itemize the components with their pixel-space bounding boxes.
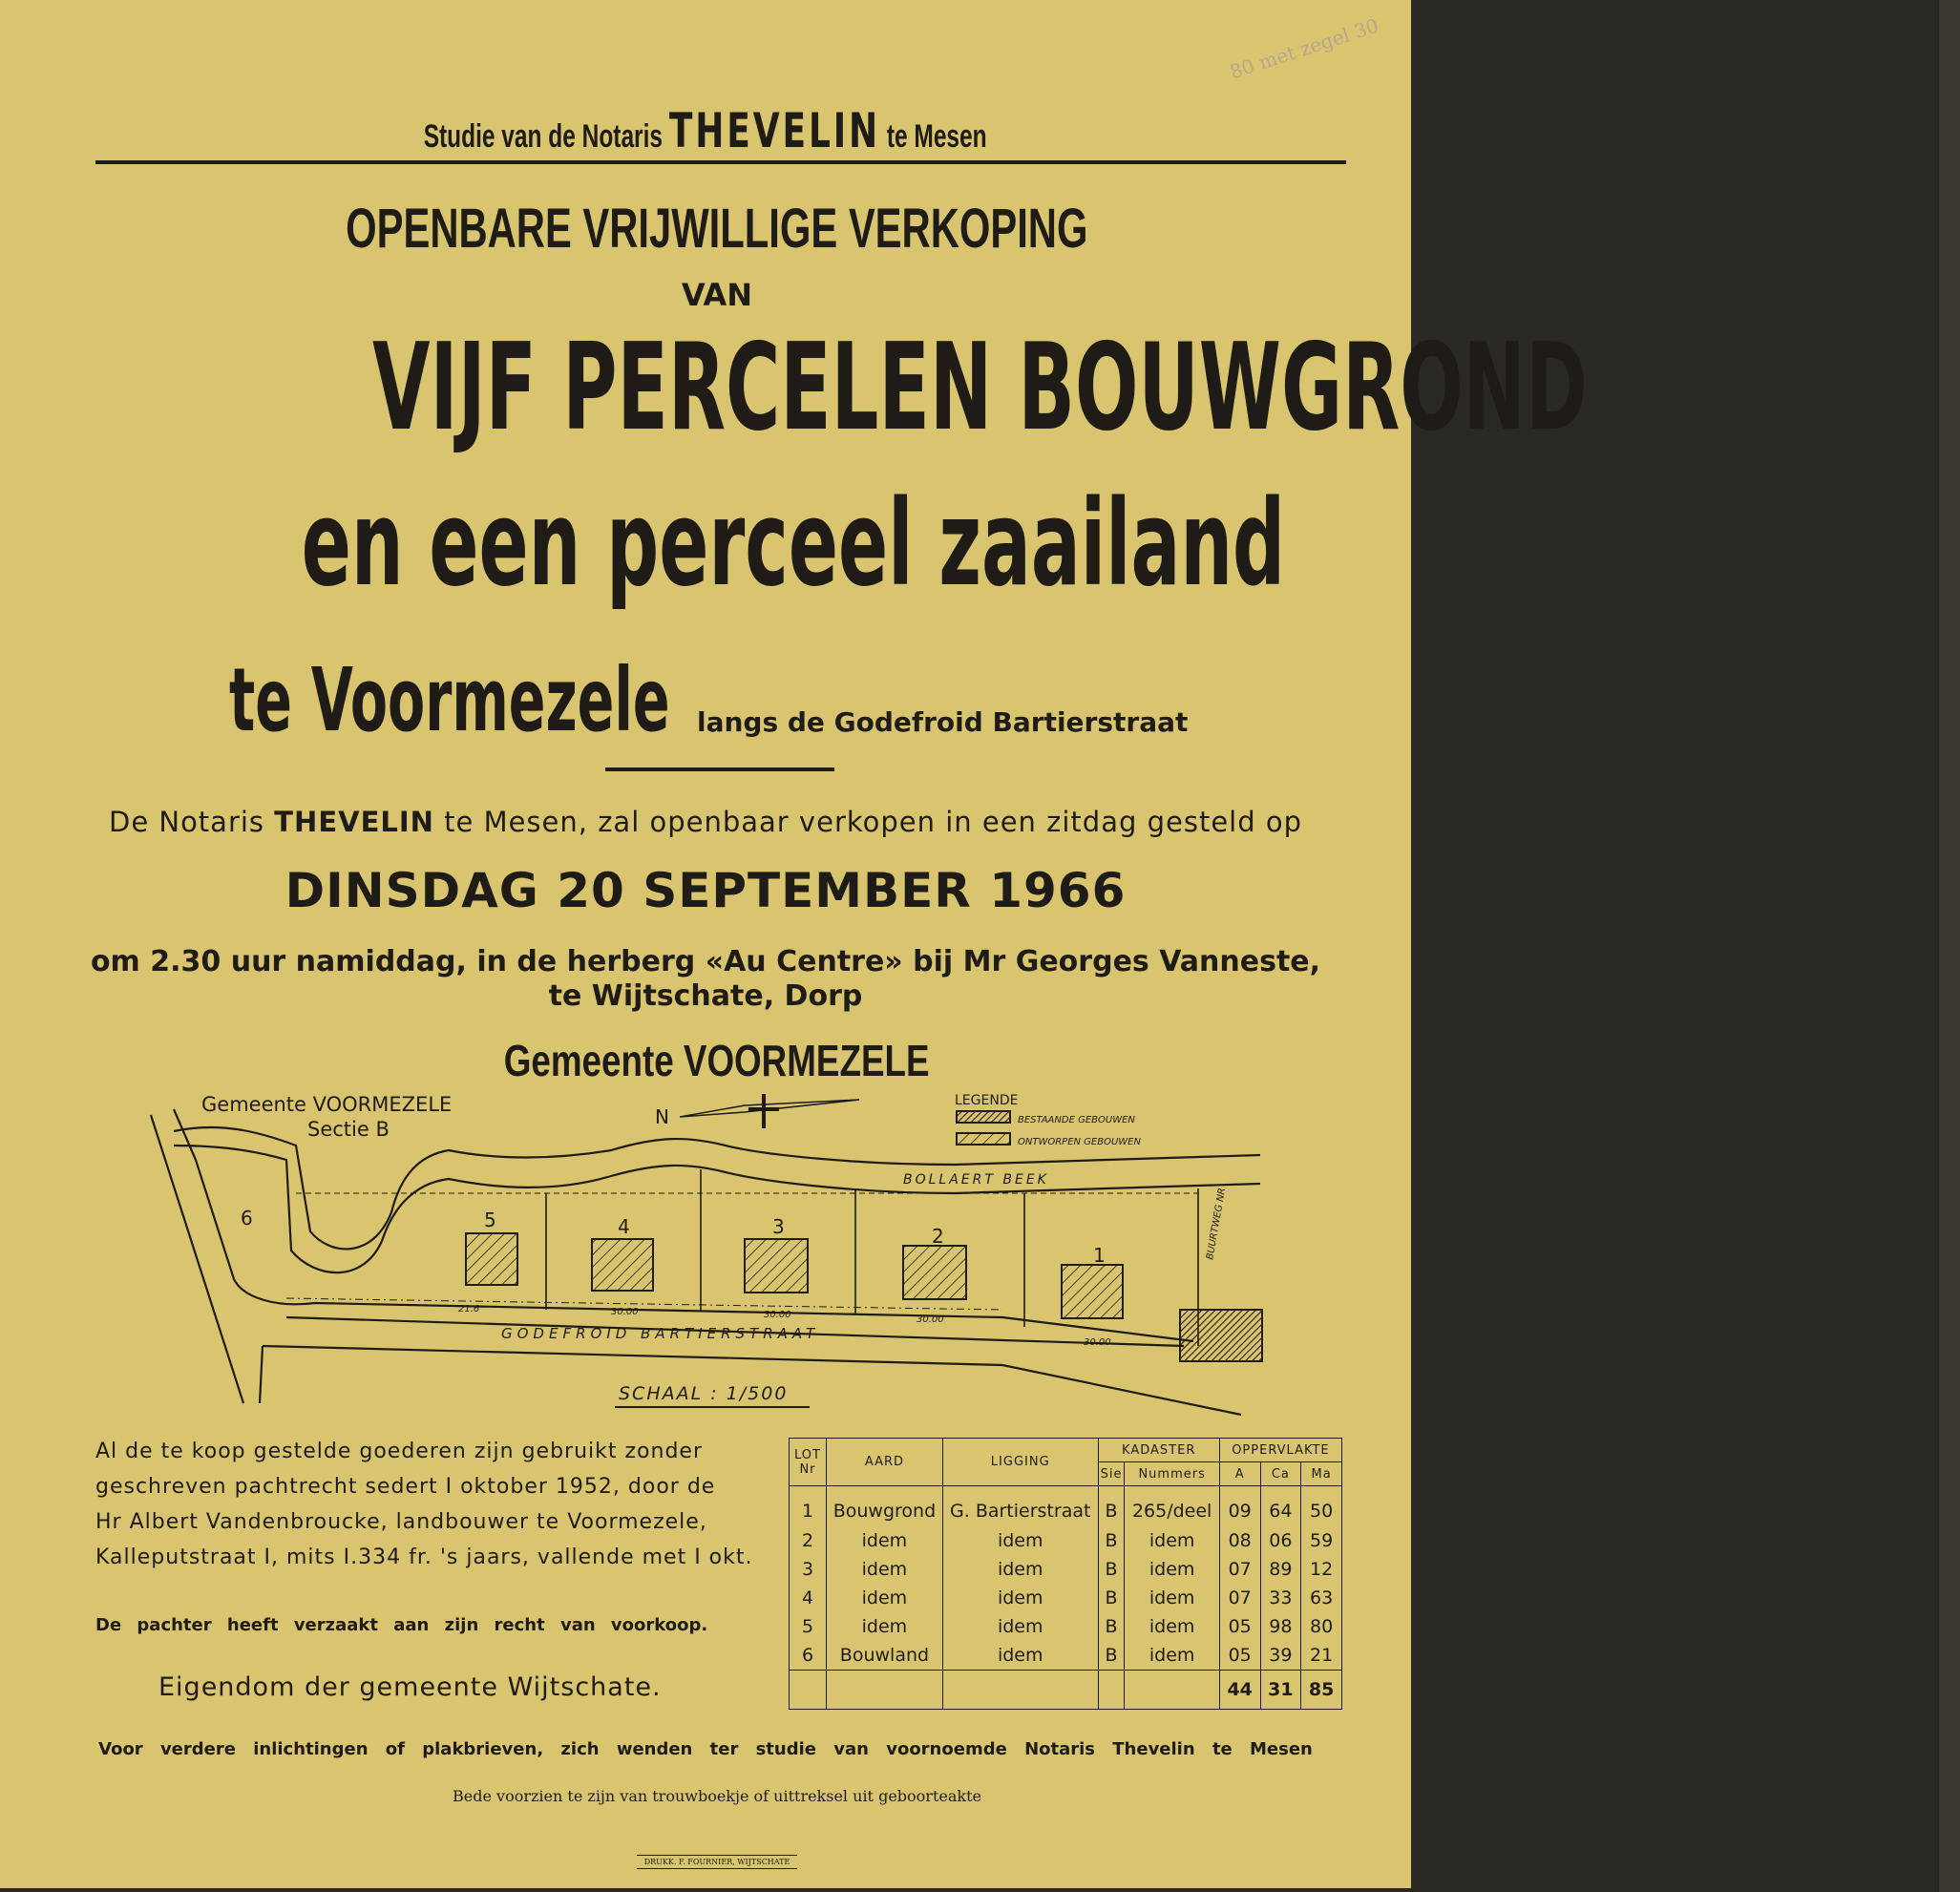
cell-ma: 59 <box>1301 1526 1342 1555</box>
map-creek-label: BOLLAERT BEEK <box>903 1172 1049 1188</box>
cell-ligging: idem <box>942 1526 1098 1555</box>
cell-a: 08 <box>1219 1526 1260 1555</box>
cell-ca: 06 <box>1260 1526 1301 1555</box>
total-a: 44 <box>1219 1671 1260 1710</box>
cadastral-map <box>0 1079 1411 1432</box>
cell-empty <box>790 1671 827 1710</box>
header-rule <box>95 160 1346 164</box>
map-building-lot2 <box>903 1246 966 1299</box>
cell-ligging: idem <box>942 1612 1098 1641</box>
cell-a: 09 <box>1219 1486 1260 1527</box>
cell-nummers: idem <box>1125 1584 1219 1612</box>
table-row <box>790 1486 1342 1527</box>
table-total-row <box>790 1671 1342 1710</box>
cell-sie: B <box>1098 1612 1125 1641</box>
table-row <box>790 1612 1342 1641</box>
table-row <box>790 1641 1342 1671</box>
usage-line2: geschreven pachtrecht sedert I oktober 1952, door de <box>95 1475 716 1499</box>
cell-aard: Bouwland <box>827 1641 943 1671</box>
title-line1: OPENBARE VRIJWILLIGE VERKOPING <box>346 198 1088 260</box>
printer-label: DRUKK. F. FOURNIER, WIJTSCHATE <box>637 1855 798 1869</box>
total-ca: 31 <box>1260 1671 1301 1710</box>
table-row <box>790 1526 1342 1555</box>
cell-nummers: idem <box>1125 1526 1219 1555</box>
place-line2: te Wijtschate, Dorp <box>548 979 863 1013</box>
usage-paragraph <box>95 1434 753 1575</box>
map-street-end <box>260 1346 263 1403</box>
cell-ca: 89 <box>1260 1555 1301 1584</box>
footer-request: Bede voorzien te zijn van trouwboekje of uittreksel uit geboorteakte <box>453 1787 981 1805</box>
cell-lot: 3 <box>790 1555 827 1584</box>
cell-ma: 80 <box>1301 1612 1342 1641</box>
title-line5-big: te Voormezele <box>229 649 670 751</box>
cell-nummers: 265/deel <box>1125 1486 1219 1527</box>
map-lot-1: 1 <box>1093 1244 1106 1267</box>
cell-ca: 33 <box>1260 1584 1301 1612</box>
notary-header <box>0 103 1411 158</box>
map-building-lot4 <box>592 1239 653 1291</box>
map-left-road-2 <box>174 1109 196 1160</box>
map-building-lot5 <box>466 1233 517 1285</box>
cell-aard: idem <box>827 1612 943 1641</box>
map-measure-4: 30.00 <box>917 1314 944 1325</box>
table-row <box>790 1555 1342 1584</box>
total-ma: 85 <box>1301 1671 1342 1710</box>
legend-planned-label: ONTWORPEN GEBOUWEN <box>1018 1137 1141 1147</box>
map-measure-3: 30.00 <box>764 1310 791 1320</box>
cell-a: 05 <box>1219 1641 1260 1671</box>
map-street-label: GODEFROID BARTIERSTRAAT <box>501 1325 820 1342</box>
cell-a: 07 <box>1219 1584 1260 1612</box>
legend-existing-swatch <box>957 1111 1010 1123</box>
announcement-prefix: De Notaris <box>108 806 265 838</box>
map-measure-1: 21.6 <box>458 1304 480 1314</box>
handwritten-note: 80 met zegel 30 <box>1227 13 1381 84</box>
cell-ma: 21 <box>1301 1641 1342 1671</box>
cell-ma: 63 <box>1301 1584 1342 1612</box>
map-measure-5: 30.00 <box>1084 1337 1111 1348</box>
cell-empty <box>1125 1671 1219 1710</box>
map-scale: SCHAAL : 1/500 <box>619 1383 789 1404</box>
cell-ligging: idem <box>942 1584 1098 1612</box>
map-lot-6: 6 <box>241 1207 253 1230</box>
cell-aard: Bouwgrond <box>827 1486 943 1527</box>
usage-line4: Kalleputstraat I, mits I.334 fr. 's jaars, vallende met I okt. <box>95 1545 753 1569</box>
col-kadaster: KADASTER <box>1098 1439 1219 1462</box>
cell-sie: B <box>1098 1641 1125 1671</box>
cell-ma: 50 <box>1301 1486 1342 1527</box>
cell-a: 05 <box>1219 1612 1260 1641</box>
cell-sie: B <box>1098 1526 1125 1555</box>
cell-lot: 2 <box>790 1526 827 1555</box>
col-aard: AARD <box>827 1439 943 1486</box>
cell-ca: 98 <box>1260 1612 1301 1641</box>
cell-sie: B <box>1098 1486 1125 1527</box>
tenant-note: De pachter heeft verzaakt aan zijn recht van voorkoop. <box>95 1615 708 1635</box>
cadastral-table <box>789 1438 1342 1710</box>
announcement-line <box>0 806 1411 838</box>
printer-mark <box>11 1852 1423 1869</box>
title-rule <box>605 767 834 771</box>
cell-sie: B <box>1098 1555 1125 1584</box>
cell-nummers: idem <box>1125 1612 1219 1641</box>
usage-line3: Hr Albert Vandenbroucke, landbouwer te Voormezele, <box>95 1510 707 1534</box>
map-side-label: BUURTWEG NR <box>1205 1187 1229 1261</box>
cell-lot: 6 <box>790 1641 827 1671</box>
scan-edge <box>1939 0 1960 1892</box>
cell-ma: 12 <box>1301 1555 1342 1584</box>
cell-ligging: G. Bartierstraat <box>942 1486 1098 1527</box>
col-oppervlakte: OPPERVLAKTE <box>1219 1439 1341 1462</box>
title-line2: VAN <box>681 277 753 313</box>
sale-date: DINSDAG 20 SEPTEMBER 1966 <box>285 863 1127 918</box>
legend-title: LEGENDE <box>955 1093 1019 1108</box>
map-left-road-1 <box>151 1115 243 1403</box>
legend-planned-swatch <box>957 1133 1010 1145</box>
cell-ca: 39 <box>1260 1641 1301 1671</box>
cell-a: 07 <box>1219 1555 1260 1584</box>
map-existing-building <box>1180 1310 1262 1361</box>
cell-ligging: idem <box>942 1555 1098 1584</box>
col-ca: Ca <box>1260 1462 1301 1486</box>
cell-empty <box>1098 1671 1125 1710</box>
cell-nummers: idem <box>1125 1641 1219 1671</box>
cell-empty <box>827 1671 943 1710</box>
legend-existing-label: BESTAANDE GEBOUWEN <box>1018 1115 1135 1125</box>
map-north-label: N <box>655 1105 669 1128</box>
cell-aard: idem <box>827 1526 943 1555</box>
col-nummers: Nummers <box>1125 1462 1219 1486</box>
cell-lot: 1 <box>790 1486 827 1527</box>
title-line3: VIJF PERCELEN BOUWGROND <box>372 317 1588 457</box>
announcement-suffix: te Mesen, zal openbaar verkopen in een zitdag gesteld op <box>444 806 1303 838</box>
cell-nummers: idem <box>1125 1555 1219 1584</box>
cell-empty <box>942 1671 1098 1710</box>
title-line4: en een perceel zaailand <box>301 475 1286 613</box>
header-prefix: Studie van de Notaris <box>424 118 664 155</box>
col-ma: Ma <box>1301 1462 1342 1486</box>
col-lot: LOT Nr <box>790 1439 827 1486</box>
map-corner-label1: Gemeente VOORMEZELE <box>201 1093 453 1116</box>
cell-ligging: idem <box>942 1641 1098 1671</box>
cell-lot: 4 <box>790 1584 827 1612</box>
map-lot-2: 2 <box>932 1225 944 1248</box>
map-building-lot3 <box>745 1239 808 1293</box>
announcement-name: THEVELIN <box>274 806 434 838</box>
map-lot-5: 5 <box>484 1209 496 1231</box>
footer-info: Voor verdere inlichtingen of plakbrieven, zich wenden ter studie van voornoemde Notaris Thevelin te Mesen <box>98 1739 1313 1759</box>
title-line5-small: langs de Godefroid Bartierstraat <box>697 706 1189 738</box>
header-notary-name: THEVELIN <box>669 103 881 158</box>
col-sie: Sie <box>1098 1462 1125 1486</box>
map-street-south <box>263 1346 1241 1415</box>
cell-sie: B <box>1098 1584 1125 1612</box>
cell-lot: 5 <box>790 1612 827 1641</box>
col-a: A <box>1219 1462 1260 1486</box>
cell-aard: idem <box>827 1555 943 1584</box>
map-measure-2: 30.00 <box>611 1307 639 1317</box>
cell-aard: idem <box>827 1584 943 1612</box>
cell-ca: 64 <box>1260 1486 1301 1527</box>
table-row <box>790 1584 1342 1612</box>
usage-line1: Al de te koop gestelde goederen zijn gebruikt zonder <box>95 1440 703 1463</box>
map-lot-4: 4 <box>618 1215 630 1238</box>
map-lot-3: 3 <box>772 1215 785 1238</box>
col-ligging: LIGGING <box>942 1439 1098 1486</box>
map-title: Gemeente VOORMEZELE <box>504 1036 930 1085</box>
header-suffix: te Mesen <box>887 118 987 155</box>
time-place: om 2.30 uur namiddag, in de herberg «Au Centre» bij Mr Georges Vanneste, <box>90 945 1321 978</box>
map-corner-label2: Sectie B <box>307 1118 390 1141</box>
owner-note: Eigendom der gemeente Wijtschate. <box>158 1672 662 1702</box>
map-building-lot1 <box>1062 1265 1123 1318</box>
